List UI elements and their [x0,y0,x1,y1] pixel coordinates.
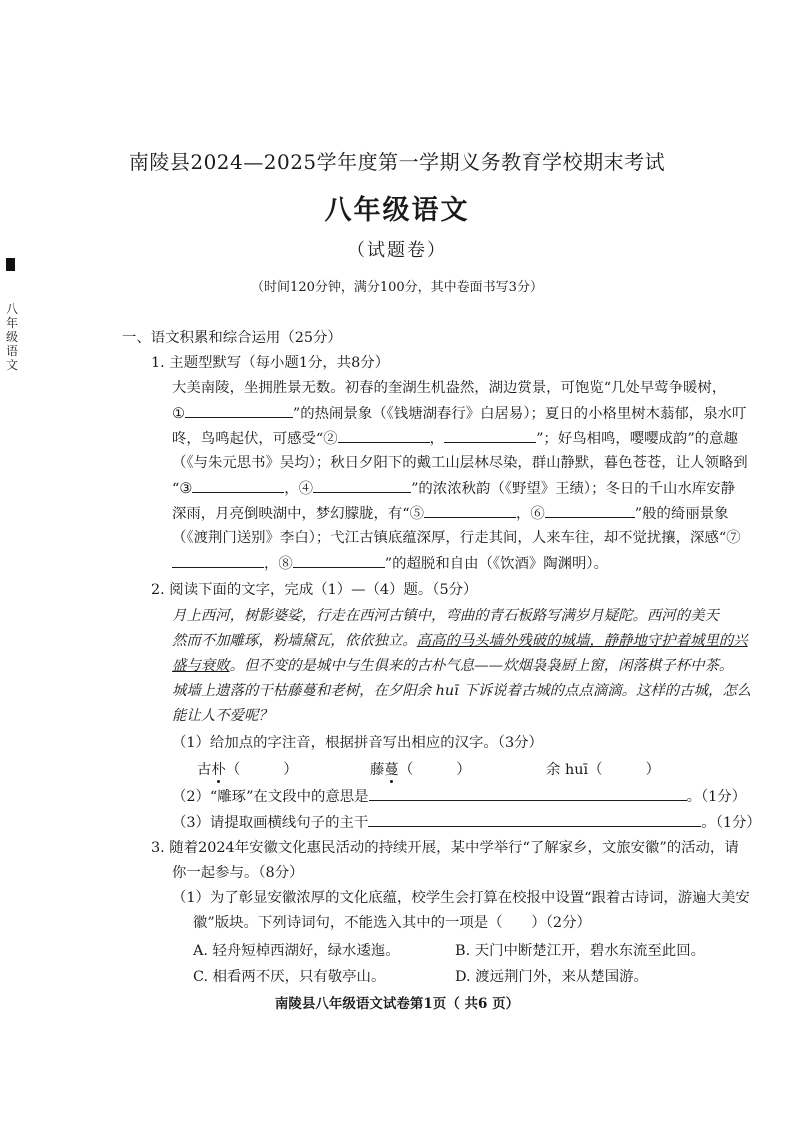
pinyin-item-1 [197,760,298,780]
passage-text: 。但不变的是城中与生俱来的古朴气息——炊烟袅袅厨上窗，闲落棋子杯中茶。 [229,658,734,674]
answer-blank-2b[interactable] [444,428,536,443]
q2-sub3 [172,812,761,833]
q3-sub1-cont: 徽”版块。下列诗词句，不能选入其中的一项是（ ）（2分） [193,915,591,931]
option-d[interactable]: D. 渡远荆门外，来从楚国游。 [455,969,648,985]
exam-title: 南陵县2024—2025学年度第一学期义务教育学校期末考试 [128,150,666,174]
answer-paren[interactable]: （ ） [398,762,471,778]
answer-blank-5[interactable] [424,503,516,518]
q1-line [172,553,608,574]
q1-stem: 1. 主题型默写（每小题1分，共8分） [151,355,390,371]
q2-sub3-text: （3）请提取画横线句子的主干 [172,815,369,831]
item-char: 古 [197,762,212,778]
q1-text: “③ [172,481,193,497]
option-b[interactable]: B. 天门中断楚江开，碧水东流至此回。 [455,943,705,959]
q1-line [172,428,738,449]
q1-text: ”；好鸟相鸣，嘤嘤成韵”的意趣 [536,431,738,447]
q1-text: ”的浓浓秋韵（《野望》王绩）；冬日的千山水库安静 [411,481,736,497]
q3-sub1: （1）为了彰显安徽浓厚的文化底蕴，校学生会打算在校报中设置“跟着古诗词，游遍大美安 [172,890,750,906]
q1-text: ”的热闹景象（《钱塘湖春行》白居易）；夏日的小格里树木蓊郁，泉水叮 [292,406,747,422]
q1-text: ， [429,431,445,447]
q2-sub2 [172,786,746,807]
q1-text: ”的超脱和自由（《饮酒》陶渊明）。 [384,556,609,572]
pinyin-item-2 [370,760,471,780]
answer-blank-4[interactable] [313,478,411,493]
answer-paren[interactable]: （ ） [225,762,298,778]
underlined-sentence: 高高的马头墙外残破的城墙，静静地守护着城里的兴 [416,633,748,649]
passage-line: 城墙上遗落的干枯藤蔓和老树，在夕阳余 huī 下诉说着古城的点点滴滴。这样的古城，怎么 [172,683,752,699]
q1-line [172,478,735,499]
paper-type: （试题卷） [347,240,447,261]
q3-stem: 3. 随着2024年安徽文化惠民活动的持续开展，某中学举行“了解家乡，文旅安徽”的活动，请 [151,840,739,856]
dotted-char: 朴 [211,762,226,778]
option-a[interactable]: A. 轻舟短棹西湖好，绿水逶迤。 [193,943,400,959]
q1-text: ，④ [284,481,314,497]
page-footer: 南陵县八年级语文试卷第1页（ 共6 页） [274,996,520,1012]
passage-line [172,631,748,651]
dotted-char: 蔓 [384,762,399,778]
passage-text: 然而不加雕琢，粉墙黛瓦，依依独立。 [172,633,417,649]
q1-text: ，⑥ [516,506,545,522]
passage-line [172,656,733,676]
subject-title: 八年级语文 [324,195,470,226]
answer-blank-3[interactable] [192,478,284,493]
item-char: 藤 [370,762,385,778]
q1-text: ① [172,406,185,422]
q2-sub2-score: 。（1分） [686,789,747,805]
pinyin-item-3[interactable]: 余 huī（ ） [546,762,661,778]
q2-stem: 2. 阅读下面的文字，完成（1）—（4）题。（5分） [151,582,478,598]
q1-line [172,403,746,424]
answer-blank-1[interactable] [185,403,293,418]
answer-line[interactable] [368,812,701,827]
q1-line: （《与朱元思书》吴均）；秋日夕阳下的戴工山层林尽染，群山静默，暮色苍苍，让人领略到 [172,455,748,471]
answer-blank-7[interactable] [172,553,264,568]
q1-text: ，⑧ [264,556,293,572]
q2-sub1: （1）给加点的字注音，根据拼音写出相应的汉字。（3分） [172,735,543,751]
exam-info: （时间120分钟，满分100分，其中卷面书写3分） [251,280,543,295]
answer-line[interactable] [369,786,687,801]
q1-line: 大美南陵，坐拥胜景无数。初春的奎湖生机盎然，湖边赏景，可饱览“几处早莺争暖树， [172,380,727,396]
section-heading: 一、语文积累和综合运用（25分） [122,330,342,346]
option-c[interactable]: C. 相看两不厌，只有敬亭山。 [193,969,386,985]
q1-text: 深雨，月亮倒映湖中，梦幻朦胧，有“⑤ [172,506,424,522]
q2-sub2-text: （2）“雕琢”在文段中的意思是 [172,789,369,805]
q1-text: ”般的绮丽景象 [634,506,729,522]
q1-line [172,503,729,524]
answer-blank-6[interactable] [545,503,635,518]
passage-line: 能让人不爱呢？ [172,708,273,724]
q3-stem-cont: 你一起参与。（8分） [172,865,304,881]
q1-text: 咚，鸟鸣起伏，可感受“② [172,431,338,447]
q2-sub3-score: 。（1分） [701,815,761,831]
q1-line: （《渡荆门送别》李白）；弋江古镇底蕴深厚，行走其间，人来车往，却不觉扰攘，深感“⑦ [172,530,741,546]
passage-line: 月上西河，树影婆娑，行走在西河古镇中，弯曲的青石板路写满岁月疑陀。西河的美天 [172,608,719,624]
side-label: 八年级语文 [5,302,18,372]
answer-blank-8[interactable] [293,553,385,568]
answer-blank-2a[interactable] [338,428,430,443]
underlined-sentence: 盛与衰败 [172,658,230,674]
